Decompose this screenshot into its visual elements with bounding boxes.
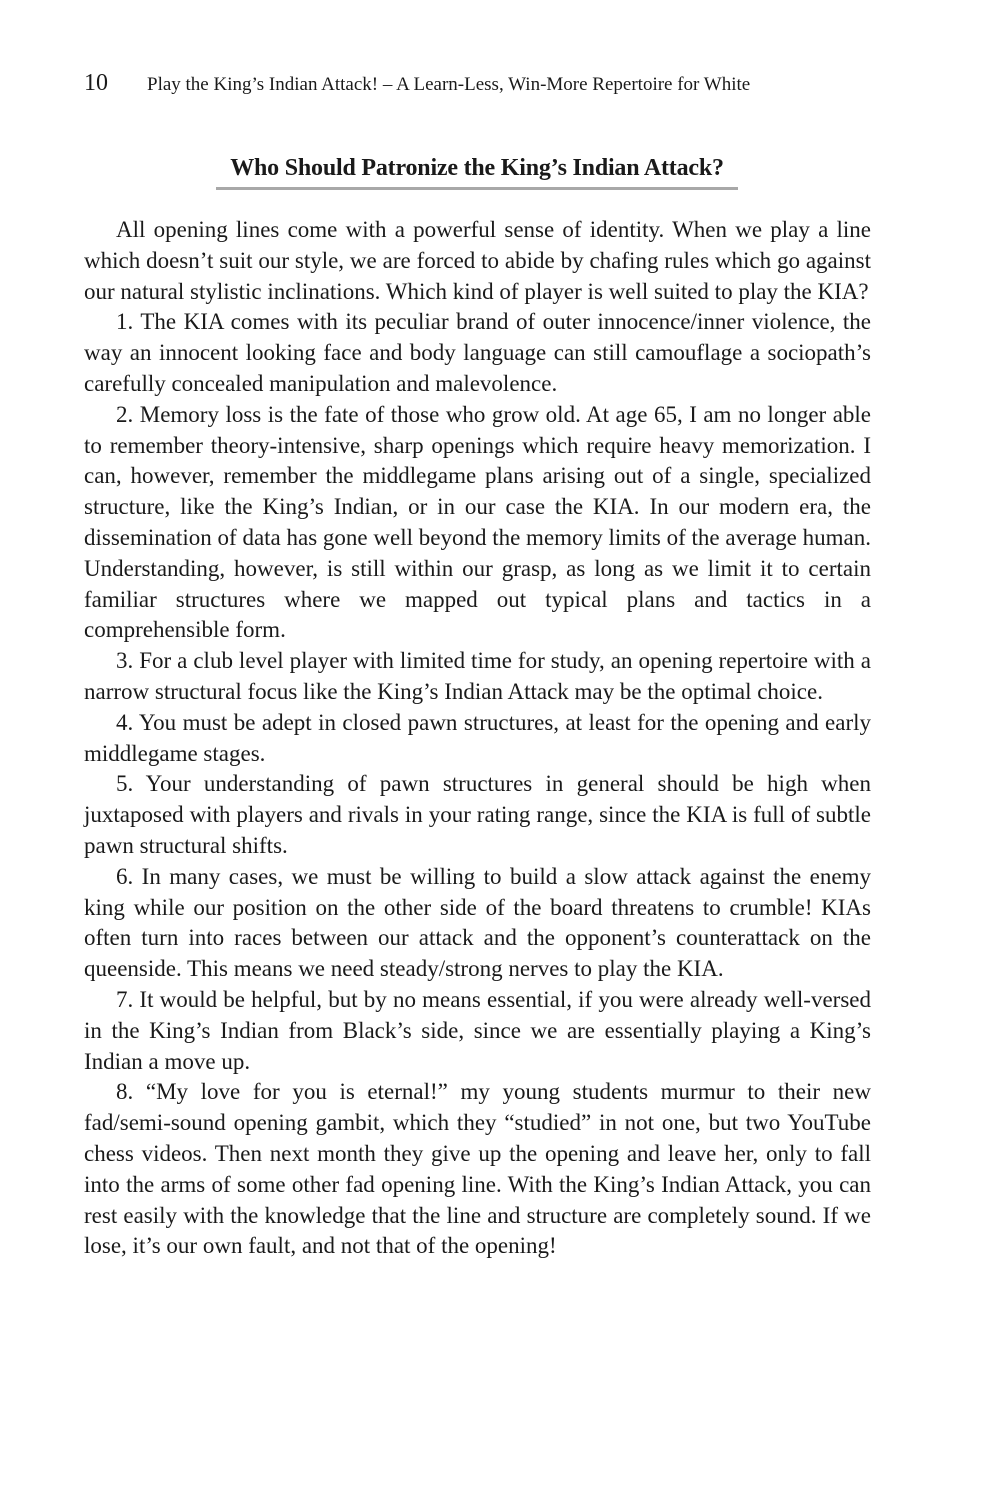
paragraph-point-8: 8. “My love for you is eternal!” my young students murmur to their new fad/semi-sound opening gambit, which they “studied” in not one, but two YouTube chess videos. Then next month they give up the opening and leave her, only to fall into the arms of some other fad opening line. With the King’s Indian Attack, you can rest easily with the knowledge that the line and structure are completely sound. If we lose, it’s our own fault, and not that of the opening! bbox=[84, 1079, 871, 1259]
paragraph-point-1: 1. The KIA comes with its peculiar brand of outer innocence/inner violence, the way an innocent looking face and body language can still camouflage a sociopath’s carefully concealed manipulation and malevolence. bbox=[84, 309, 871, 396]
paragraph-point-2: 2. Memory loss is the fate of those who grow old. At age 65, I am no longer able to remember theory-intensive, sharp openings which require heavy memorization. I can, however, remember the middlegame plans arising out of a single, specialized structure, like the King’s Indian, or in our case the KIA. In our modern era, the dissemination of data has gone well beyond the memory limits of the average human. Understanding, however, is still within our grasp, as long as we limit it to certain familiar structures where we mapped out typical plans and tactics in a comprehensible form. bbox=[84, 401, 871, 643]
paragraph-intro: All opening lines come with a powerful sense of identity. When we play a line which doesn’t suit our style, we are forced to abide by chafing rules which go against our natural stylistic inclinations. Which kind of player is well suited to play the KIA? bbox=[84, 217, 871, 304]
paragraph-point-6: 6. In many cases, we must be willing to build a slow attack against the enemy king while our position on the other side of the board threatens to crumble! KIAs often turn into races between our attack and the opponent’s counterattack on the queenside. This means we need steady/strong nerves to play the KIA. bbox=[84, 863, 871, 982]
paragraph-point-3: 3. For a club level player with limited time for study, an opening repertoire with a narrow structural focus like the King’s Indian Attack may be the optimal choice. bbox=[84, 648, 871, 704]
paragraph-point-7: 7. It would be helpful, but by no means essential, if you were already well-versed in the King’s Indian from Black’s side, since we are essentially playing a King’s Indian a move up. bbox=[84, 986, 871, 1074]
book-title: Play the King’s Indian Attack! – A Learn-Less, Win-More Repertoire for White bbox=[147, 74, 751, 95]
body-text bbox=[84, 215, 871, 1262]
section-heading: Who Should Patronize the King’s Indian Attack? bbox=[216, 150, 738, 190]
running-header bbox=[84, 68, 880, 100]
paragraph-point-4: 4. You must be adept in closed pawn structures, at least for the opening and early middlegame stages. bbox=[84, 709, 871, 766]
page-number: 10 bbox=[84, 70, 108, 96]
paragraph-point-5: 5. Your understanding of pawn structures in general should be high when juxtaposed with players and rivals in your rating range, since the KIA is full of subtle pawn structural shifts. bbox=[84, 771, 871, 858]
